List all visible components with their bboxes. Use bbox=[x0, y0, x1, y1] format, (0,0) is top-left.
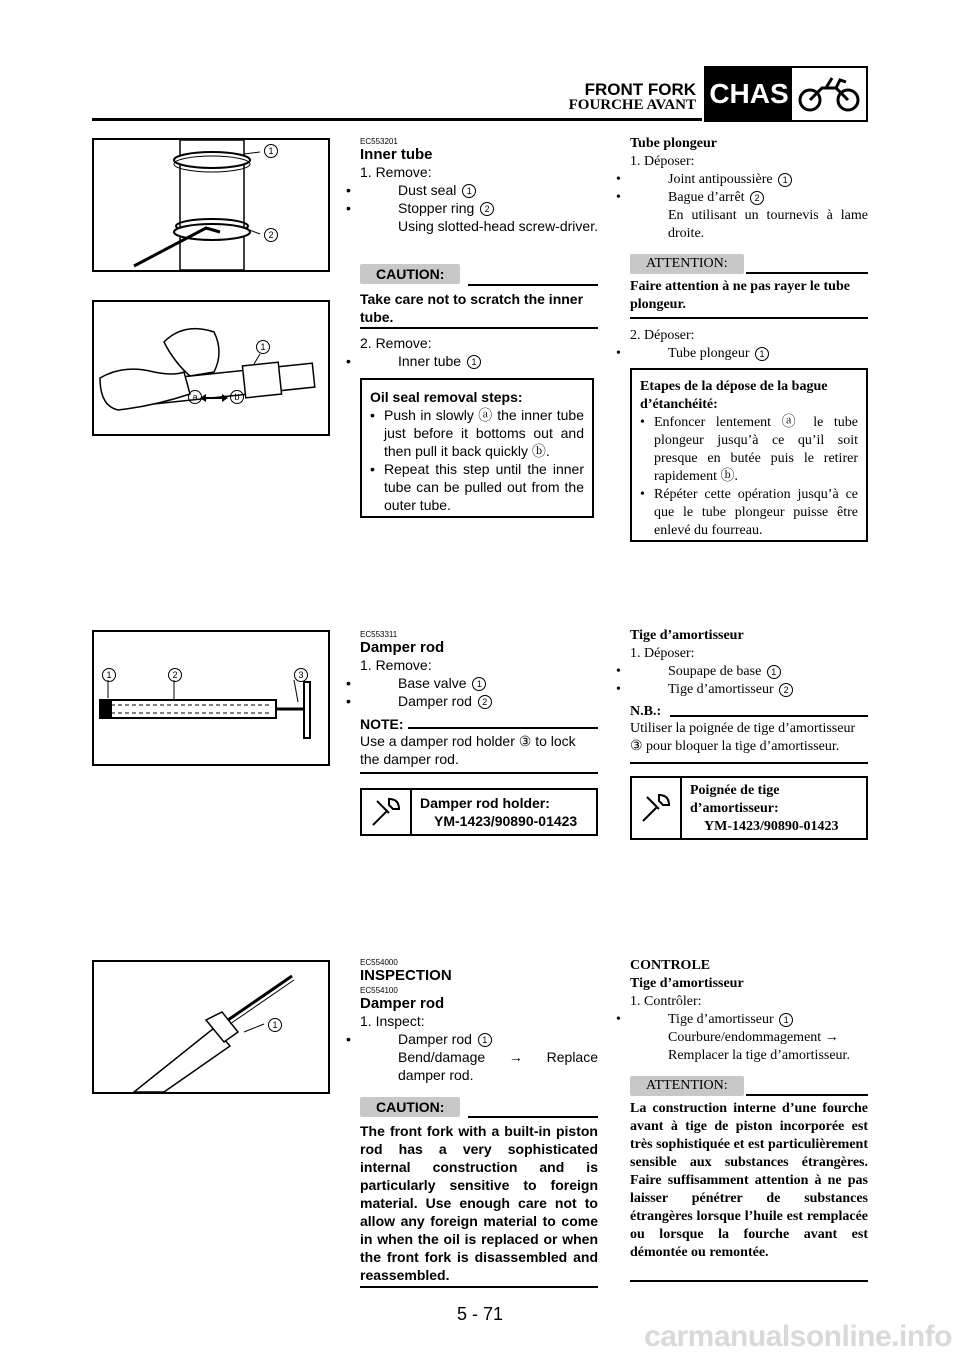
list-item: • Bague d’arrêt 2 bbox=[630, 189, 868, 207]
step-remove: 1. Remove: bbox=[360, 164, 432, 180]
section-title: Damper rod bbox=[360, 639, 445, 656]
step-remove: 1. Remove: bbox=[360, 657, 432, 673]
section-title: Tube plongeur bbox=[630, 136, 718, 151]
note-rule bbox=[408, 727, 598, 729]
note-text: Use a damper rod holder ③ to lock the damper rod. bbox=[360, 733, 576, 767]
tool-name: Damper rod holder: bbox=[420, 795, 550, 811]
caution-label: ATTENTION: bbox=[630, 254, 744, 274]
header-title-fr: FOURCHE AVANT bbox=[568, 97, 696, 113]
note-end-rule bbox=[360, 772, 598, 774]
caution-rule bbox=[468, 284, 598, 286]
caution-text: The front fork with a built-in piston rod has a very sophisticated internal construction and is particularly sensitive to foreign material. Use enough care not to allow any foreign material to come in when the oil is replaced or when the front fork is disassembled and reassembled. bbox=[360, 1123, 598, 1283]
section-code: EC554100 bbox=[360, 986, 398, 995]
list-item: • Stopper ring 2 bbox=[360, 199, 598, 217]
header-rule bbox=[92, 118, 702, 121]
special-tool-box bbox=[630, 776, 868, 840]
section-heading: INSPECTION bbox=[360, 967, 452, 984]
list-item: • Base valve 1 bbox=[360, 674, 598, 692]
list-item: • Tube plongeur 1 bbox=[630, 345, 868, 363]
caution-text: La construction interne d’une fourche avant à tige de piston incorporée est très sophistiquée et est particulièrement sensible aux substances étrangères. Faire suffisamment attention à ne pas laisser pénétrer de substances étrangères lorsque l’huile est remplacée ou lorsque la fourche avant est démontée ou remontée. bbox=[630, 1101, 868, 1260]
box-bullet: • Repeat this step until the inner tube can be pulled out from the outer tube. bbox=[370, 461, 584, 513]
list-item: • Inner tube 1 bbox=[360, 352, 598, 370]
callout-a: a bbox=[188, 390, 202, 404]
inspect-result: Courbure/endommagement → Remplacer la tige d’amortisseur. bbox=[668, 1030, 850, 1063]
step-remove: 2. Remove: bbox=[360, 335, 432, 351]
watermark: carmanualsonline.info bbox=[644, 1320, 952, 1353]
oil-seal-steps-box bbox=[360, 378, 594, 518]
inspect-result: Bend/damage → Replace damper rod. bbox=[398, 1049, 598, 1083]
section-title: Tige d’amortisseur bbox=[630, 628, 744, 643]
motorcycle-icon bbox=[792, 68, 866, 120]
callout-1: 1 bbox=[102, 668, 116, 682]
caution-header bbox=[360, 264, 598, 284]
section-title: Damper rod bbox=[360, 995, 445, 1012]
callout-1: 1 bbox=[256, 340, 270, 354]
callout-1: 1 bbox=[264, 144, 278, 158]
callout-2: 2 bbox=[168, 668, 182, 682]
box-title: Oil seal removal steps: bbox=[370, 389, 523, 405]
tool-part-number: YM-1423/90890-01423 bbox=[704, 819, 839, 834]
callout-2: 2 bbox=[264, 228, 278, 242]
page-number: 5 - 71 bbox=[456, 1304, 504, 1324]
chas-badge bbox=[704, 66, 868, 122]
section-title: Tige d’amortisseur bbox=[630, 976, 744, 991]
caution-header bbox=[630, 1076, 868, 1096]
caution-header bbox=[630, 254, 868, 274]
section-code: EC553311 bbox=[360, 630, 398, 639]
oil-seal-steps-box bbox=[630, 368, 868, 542]
box-bullet: • Répéter cette opération jusqu’à ce que le tube plongeur puisse être enlevé du fourreau. bbox=[640, 487, 858, 538]
caution-label: ATTENTION: bbox=[630, 1076, 744, 1096]
caution-end-rule bbox=[630, 317, 868, 319]
sec3-en bbox=[360, 958, 598, 1084]
caution-rule bbox=[746, 1094, 868, 1096]
using-note: Using slotted-head screw-driver. bbox=[398, 218, 598, 234]
caution-header bbox=[360, 1097, 598, 1117]
callout-1: 1 bbox=[268, 1018, 282, 1032]
box-title: Etapes de la dépose de la bague d’étanchéité: bbox=[640, 379, 828, 412]
figure-inner-tube bbox=[92, 138, 330, 272]
caution-end-rule bbox=[360, 327, 598, 329]
caution-end-rule bbox=[360, 1286, 598, 1288]
note-rule bbox=[670, 715, 868, 717]
list-item: • Tige d’amortisseur 1 bbox=[630, 1011, 868, 1029]
section-code: EC553201 bbox=[360, 137, 398, 146]
step-remove: 2. Déposer: bbox=[630, 328, 695, 343]
note-label: N.B.: bbox=[630, 704, 662, 719]
caution-rule bbox=[468, 1116, 598, 1118]
caution-end-rule bbox=[630, 1280, 868, 1282]
list-item: • Tige d’amortisseur 2 bbox=[630, 681, 868, 699]
sec1-fr bbox=[630, 135, 868, 243]
list-item: • Damper rod 1 bbox=[360, 1030, 598, 1048]
step-remove: 1. Déposer: bbox=[630, 154, 695, 169]
box-bullet: • Push in slowly ⓐ the inner tube just before it bottoms out and then pull it back quickly ⓑ. bbox=[370, 407, 584, 459]
sec2-fr bbox=[630, 627, 868, 699]
special-tool-box bbox=[360, 788, 598, 836]
section-code: EC554000 bbox=[360, 958, 398, 967]
caution-text: Take care not to scratch the inner tube. bbox=[360, 291, 584, 325]
list-item: • Joint antipoussière 1 bbox=[630, 171, 868, 189]
step-inspect: 1. Inspect: bbox=[360, 1013, 425, 1029]
note-end-rule bbox=[630, 762, 868, 764]
sec1-en bbox=[360, 137, 598, 235]
tool-part-number: YM-1423/90890-01423 bbox=[434, 813, 578, 829]
list-item: • Damper rod 2 bbox=[360, 692, 598, 710]
section-heading: CONTROLE bbox=[630, 958, 711, 973]
wrench-icon bbox=[362, 790, 412, 834]
caution-text: Faire attention à ne pas rayer le tube plongeur. bbox=[630, 279, 850, 312]
header-title-en: FRONT FORK bbox=[584, 80, 696, 99]
caution-rule bbox=[746, 272, 868, 274]
section-title: Inner tube bbox=[360, 146, 433, 163]
wrench-icon bbox=[632, 778, 682, 838]
list-item: • Dust seal 1 bbox=[360, 181, 598, 199]
sec2-en bbox=[360, 630, 598, 710]
box-bullet: • Enfoncer lentement ⓐ le tube plongeur jusqu’à ce qu’il soit presque en butée puis le retirer rapidement ⓑ. bbox=[640, 415, 858, 484]
figure-damper-rod-holder bbox=[92, 630, 330, 766]
sec1-en-step2 bbox=[360, 334, 598, 370]
figure-damper-rod-inspection bbox=[92, 960, 330, 1094]
callout-b: b bbox=[230, 390, 244, 404]
list-item: • Soupape de base 1 bbox=[630, 663, 868, 681]
callout-3: 3 bbox=[294, 668, 308, 682]
step-inspect: 1. Contrôler: bbox=[630, 994, 702, 1009]
sec3-fr bbox=[630, 957, 868, 1065]
note-text: Utiliser la poignée de tige d’amortisseur ③ pour bloquer la tige d’amortisseur. bbox=[630, 721, 856, 754]
chas-label: CHAS bbox=[706, 68, 792, 120]
caution-label: CAUTION: bbox=[360, 1097, 460, 1117]
caution-label: CAUTION: bbox=[360, 264, 460, 284]
sec1-fr-step2 bbox=[630, 327, 868, 363]
tool-name: Poignée de tige d’amortisseur: bbox=[690, 783, 780, 816]
using-note: En utilisant un tournevis à lame droite. bbox=[668, 208, 868, 241]
step-remove: 1. Déposer: bbox=[630, 646, 695, 661]
figure-oil-seal-removal bbox=[92, 300, 330, 436]
note-label: NOTE: bbox=[360, 716, 404, 732]
